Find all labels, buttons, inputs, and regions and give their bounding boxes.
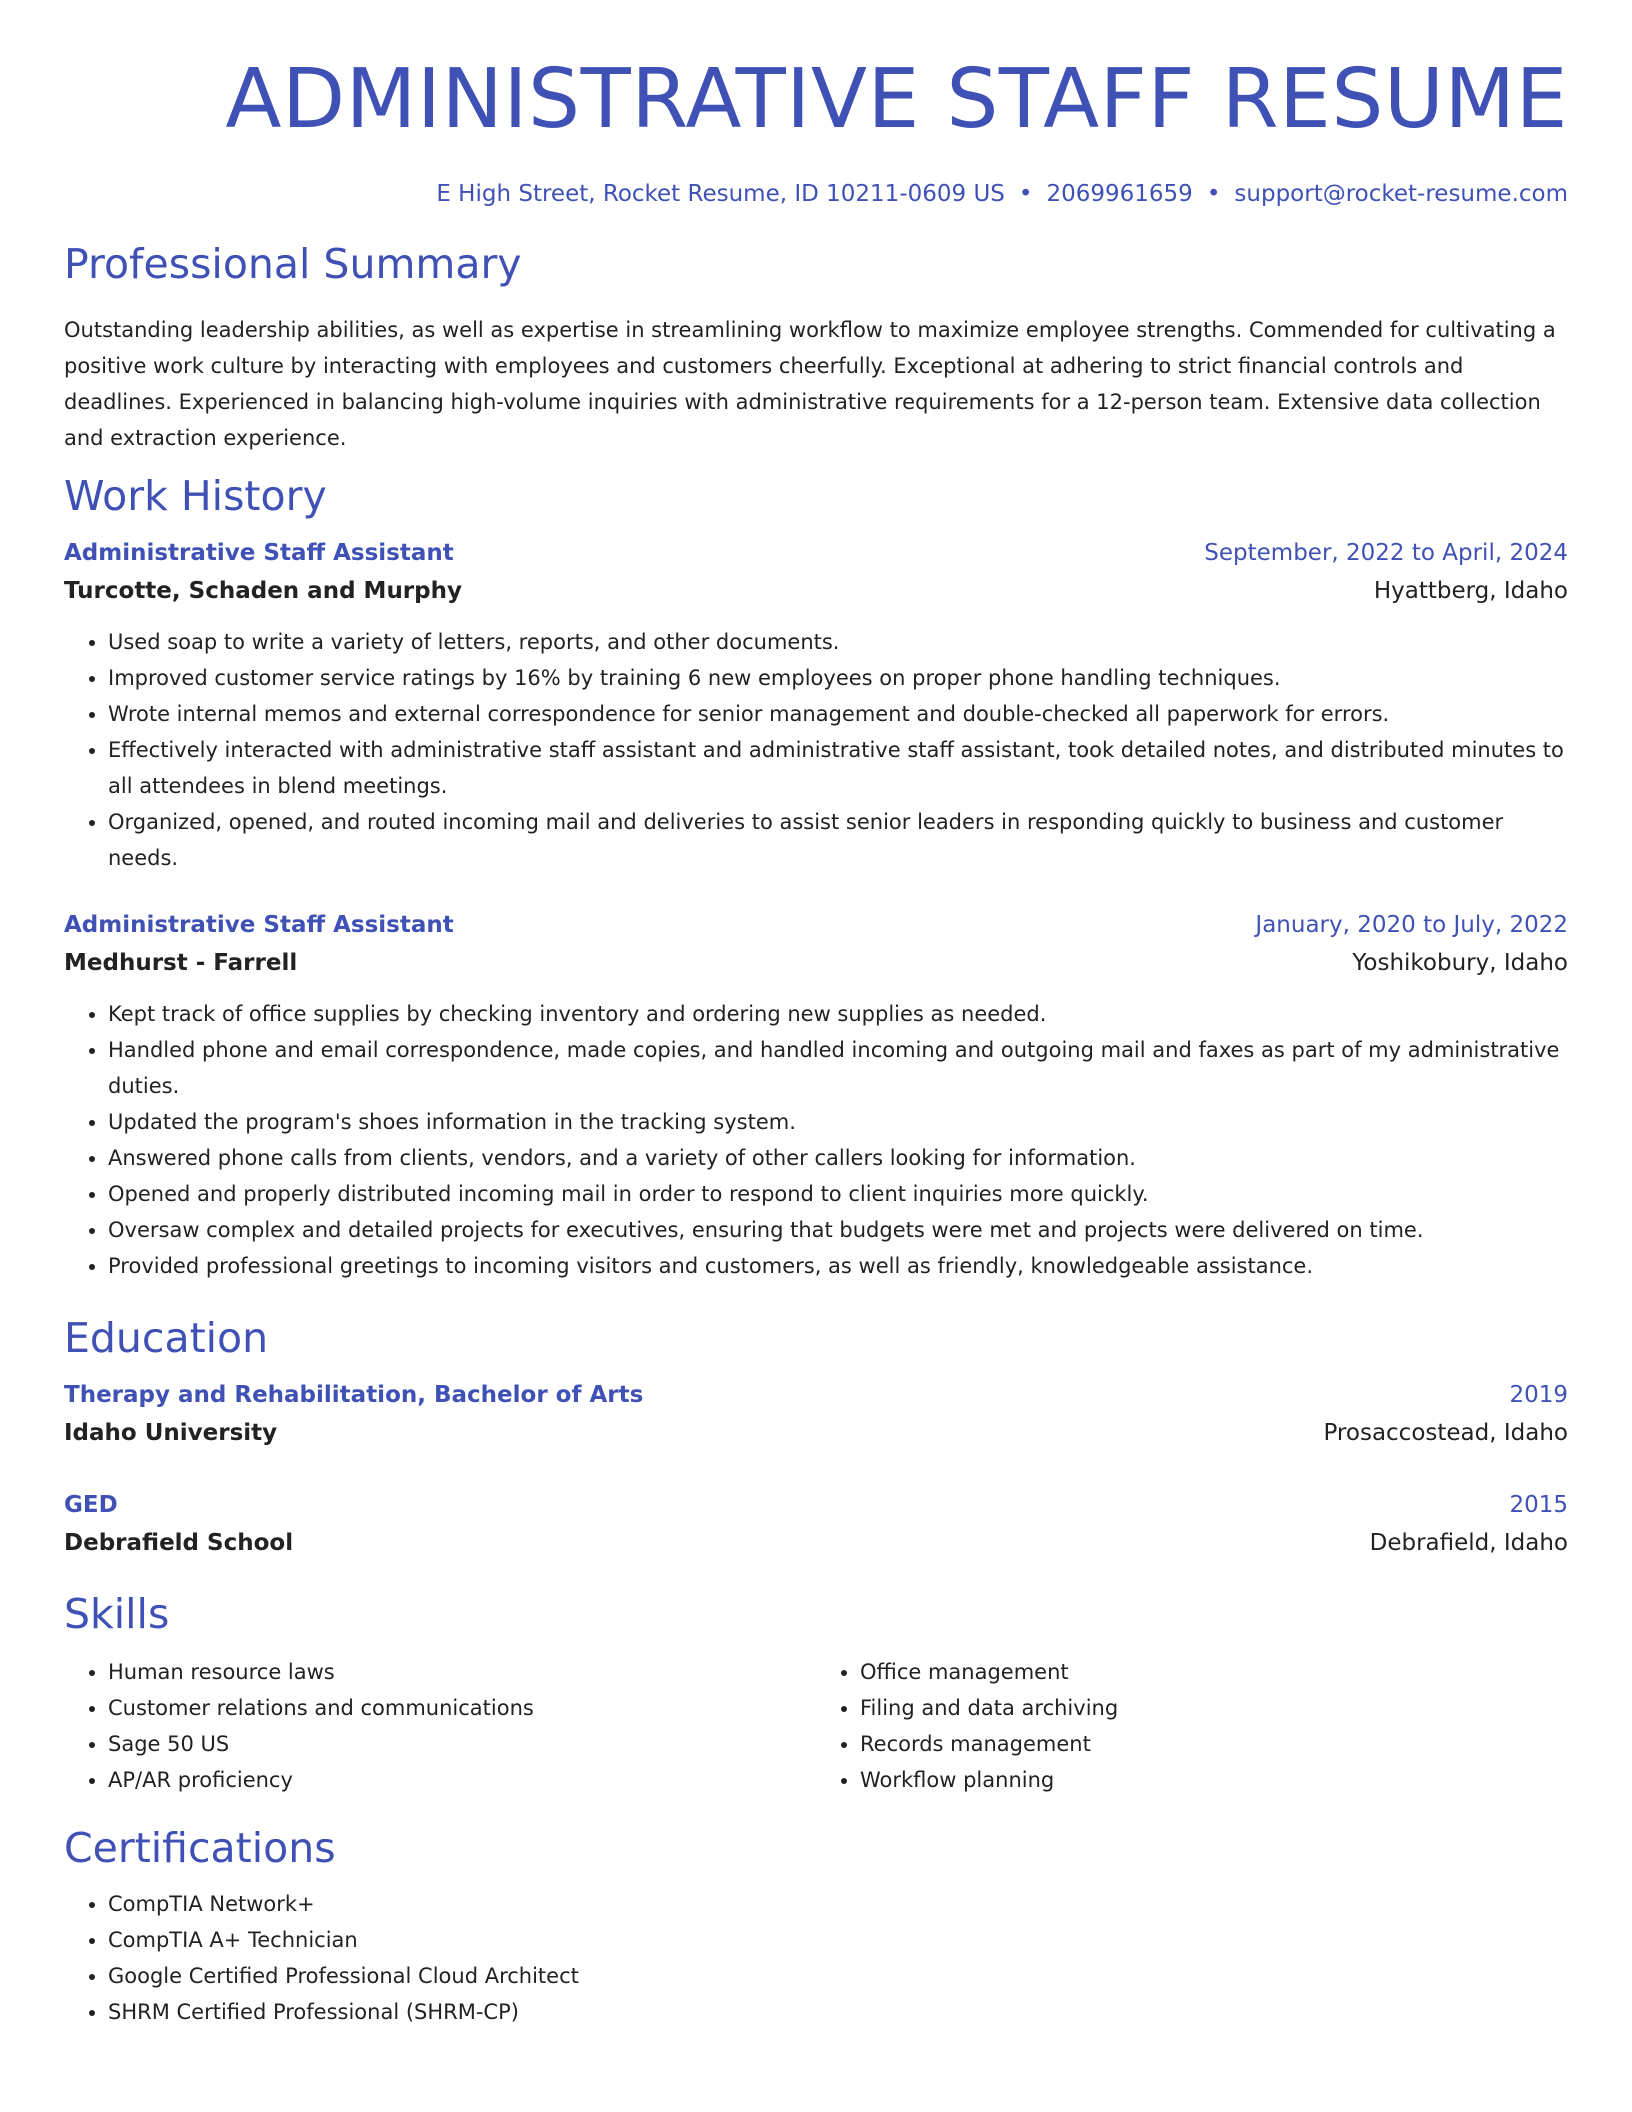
- list-item: • Wrote internal memos and external correspondence for senior management and double-checked all paperwork for errors.: [108, 696, 1568, 732]
- certifications-list: [64, 1886, 1568, 2030]
- education-year: 2019: [1509, 1382, 1568, 1408]
- list-item: • Filing and data archiving: [860, 1690, 1568, 1726]
- skills-list-right: [816, 1654, 1568, 1798]
- job-bullets: [64, 996, 1568, 1284]
- contact-separator: •: [1206, 181, 1221, 207]
- list-item: • Effectively interacted with administrative staff assistant and administrative staff assistant, took detailed notes, and distributed minutes to all attendees in blend meetings.: [108, 732, 1568, 804]
- job-location: Hyattberg, Idaho: [1373, 578, 1568, 604]
- education-degree-row: [64, 1486, 1568, 1524]
- education-heading: Education: [64, 1314, 269, 1362]
- education-location: Debrafield, Idaho: [1369, 1530, 1568, 1556]
- list-item: • Workflow planning: [860, 1762, 1568, 1798]
- job-location: Yoshikobury, Idaho: [1352, 950, 1568, 976]
- job-dates: January, 2020 to July, 2022: [1255, 912, 1568, 938]
- job-company: Turcotte, Schaden and Murphy: [64, 578, 462, 604]
- education-entry: [64, 1376, 1568, 1452]
- list-item: • AP/AR proficiency: [108, 1762, 816, 1798]
- contact-email[interactable]: support@rocket-resume.com: [1234, 181, 1568, 207]
- skills-list-left: [64, 1654, 816, 1798]
- education-location: Prosaccostead, Idaho: [1323, 1420, 1568, 1446]
- job-company-row: [64, 944, 1568, 982]
- job-bullets: [64, 624, 1568, 876]
- list-item: • Used soap to write a variety of letters, reports, and other documents.: [108, 624, 1568, 660]
- list-item: • Sage 50 US: [108, 1726, 816, 1762]
- list-item: • Handled phone and email correspondence, made copies, and handled incoming and outgoing mail and faxes as part of my administrative duties.: [108, 1032, 1568, 1104]
- certifications-heading: Certifications: [64, 1824, 336, 1872]
- list-item: • Google Certified Professional Cloud Architect: [108, 1958, 1568, 1994]
- list-item: • Improved customer service ratings by 16% by training 6 new employees on proper phone handling techniques.: [108, 660, 1568, 696]
- summary-heading: Professional Summary: [64, 240, 522, 288]
- list-item: • Updated the program's shoes information in the tracking system.: [108, 1104, 1568, 1140]
- job-title: Administrative Staff Assistant: [64, 540, 454, 566]
- job-dates: September, 2022 to April, 2024: [1204, 540, 1568, 566]
- job-company: Medhurst - Farrell: [64, 950, 298, 976]
- list-item: • Provided professional greetings to incoming visitors and customers, as well as friendly, knowledgeable assistance.: [108, 1248, 1568, 1284]
- resume-page: [64, 48, 1568, 2030]
- job-title: Administrative Staff Assistant: [64, 912, 454, 938]
- list-item: • Answered phone calls from clients, vendors, and a variety of other callers looking for information.: [108, 1140, 1568, 1176]
- list-item: • Office management: [860, 1654, 1568, 1690]
- education-entry: [64, 1486, 1568, 1562]
- contact-address: E High Street, Rocket Resume, ID 10211-0609 US: [436, 181, 1005, 207]
- resume-title: ADMINISTRATIVE STAFF RESUME: [225, 52, 1568, 147]
- education-degree: Therapy and Rehabilitation, Bachelor of Arts: [64, 1382, 644, 1408]
- summary-text: Outstanding leadership abilities, as well as expertise in streamlining workflow to maximize employee strengths. Commended for cultivating a positive work culture by interacting with employees and customers cheerfully. Exceptional at adhering to strict financial controls and deadlines. Experienced in balancing high-volume inquiries with administrative requirements for a 12-person team. Extensive data collection and extraction experience.: [64, 318, 1556, 450]
- contact-separator: •: [1018, 181, 1033, 207]
- education-school: Debrafield School: [64, 1530, 294, 1556]
- skills-columns: [64, 1654, 1568, 1798]
- list-item: • Records management: [860, 1726, 1568, 1762]
- list-item: • Kept track of office supplies by checking inventory and ordering new supplies as needed.: [108, 996, 1568, 1032]
- education-degree: GED: [64, 1492, 118, 1518]
- education-school-row: [64, 1524, 1568, 1562]
- job-entry: [64, 906, 1568, 1284]
- list-item: • CompTIA A+ Technician: [108, 1922, 1568, 1958]
- education-degree-row: [64, 1376, 1568, 1414]
- list-item: • Opened and properly distributed incoming mail in order to respond to client inquiries more quickly.: [108, 1176, 1568, 1212]
- education-school: Idaho University: [64, 1420, 278, 1446]
- skills-heading: Skills: [64, 1590, 170, 1638]
- list-item: • SHRM Certified Professional (SHRM-CP): [108, 1994, 1568, 2030]
- job-title-row: [64, 534, 1568, 572]
- list-item: • CompTIA Network+: [108, 1886, 1568, 1922]
- job-title-row: [64, 906, 1568, 944]
- contact-phone[interactable]: 2069961659: [1046, 181, 1193, 207]
- job-company-row: [64, 572, 1568, 610]
- job-entry: [64, 534, 1568, 876]
- list-item: • Oversaw complex and detailed projects for executives, ensuring that budgets were met and projects were delivered on time.: [108, 1212, 1568, 1248]
- education-year: 2015: [1509, 1492, 1568, 1518]
- list-item: • Organized, opened, and routed incoming mail and deliveries to assist senior leaders in responding quickly to business and customer needs.: [108, 804, 1568, 876]
- list-item: • Customer relations and communications: [108, 1690, 816, 1726]
- list-item: • Human resource laws: [108, 1654, 816, 1690]
- work-history-heading: Work History: [64, 472, 327, 520]
- contact-line: [64, 178, 1568, 210]
- education-school-row: [64, 1414, 1568, 1452]
